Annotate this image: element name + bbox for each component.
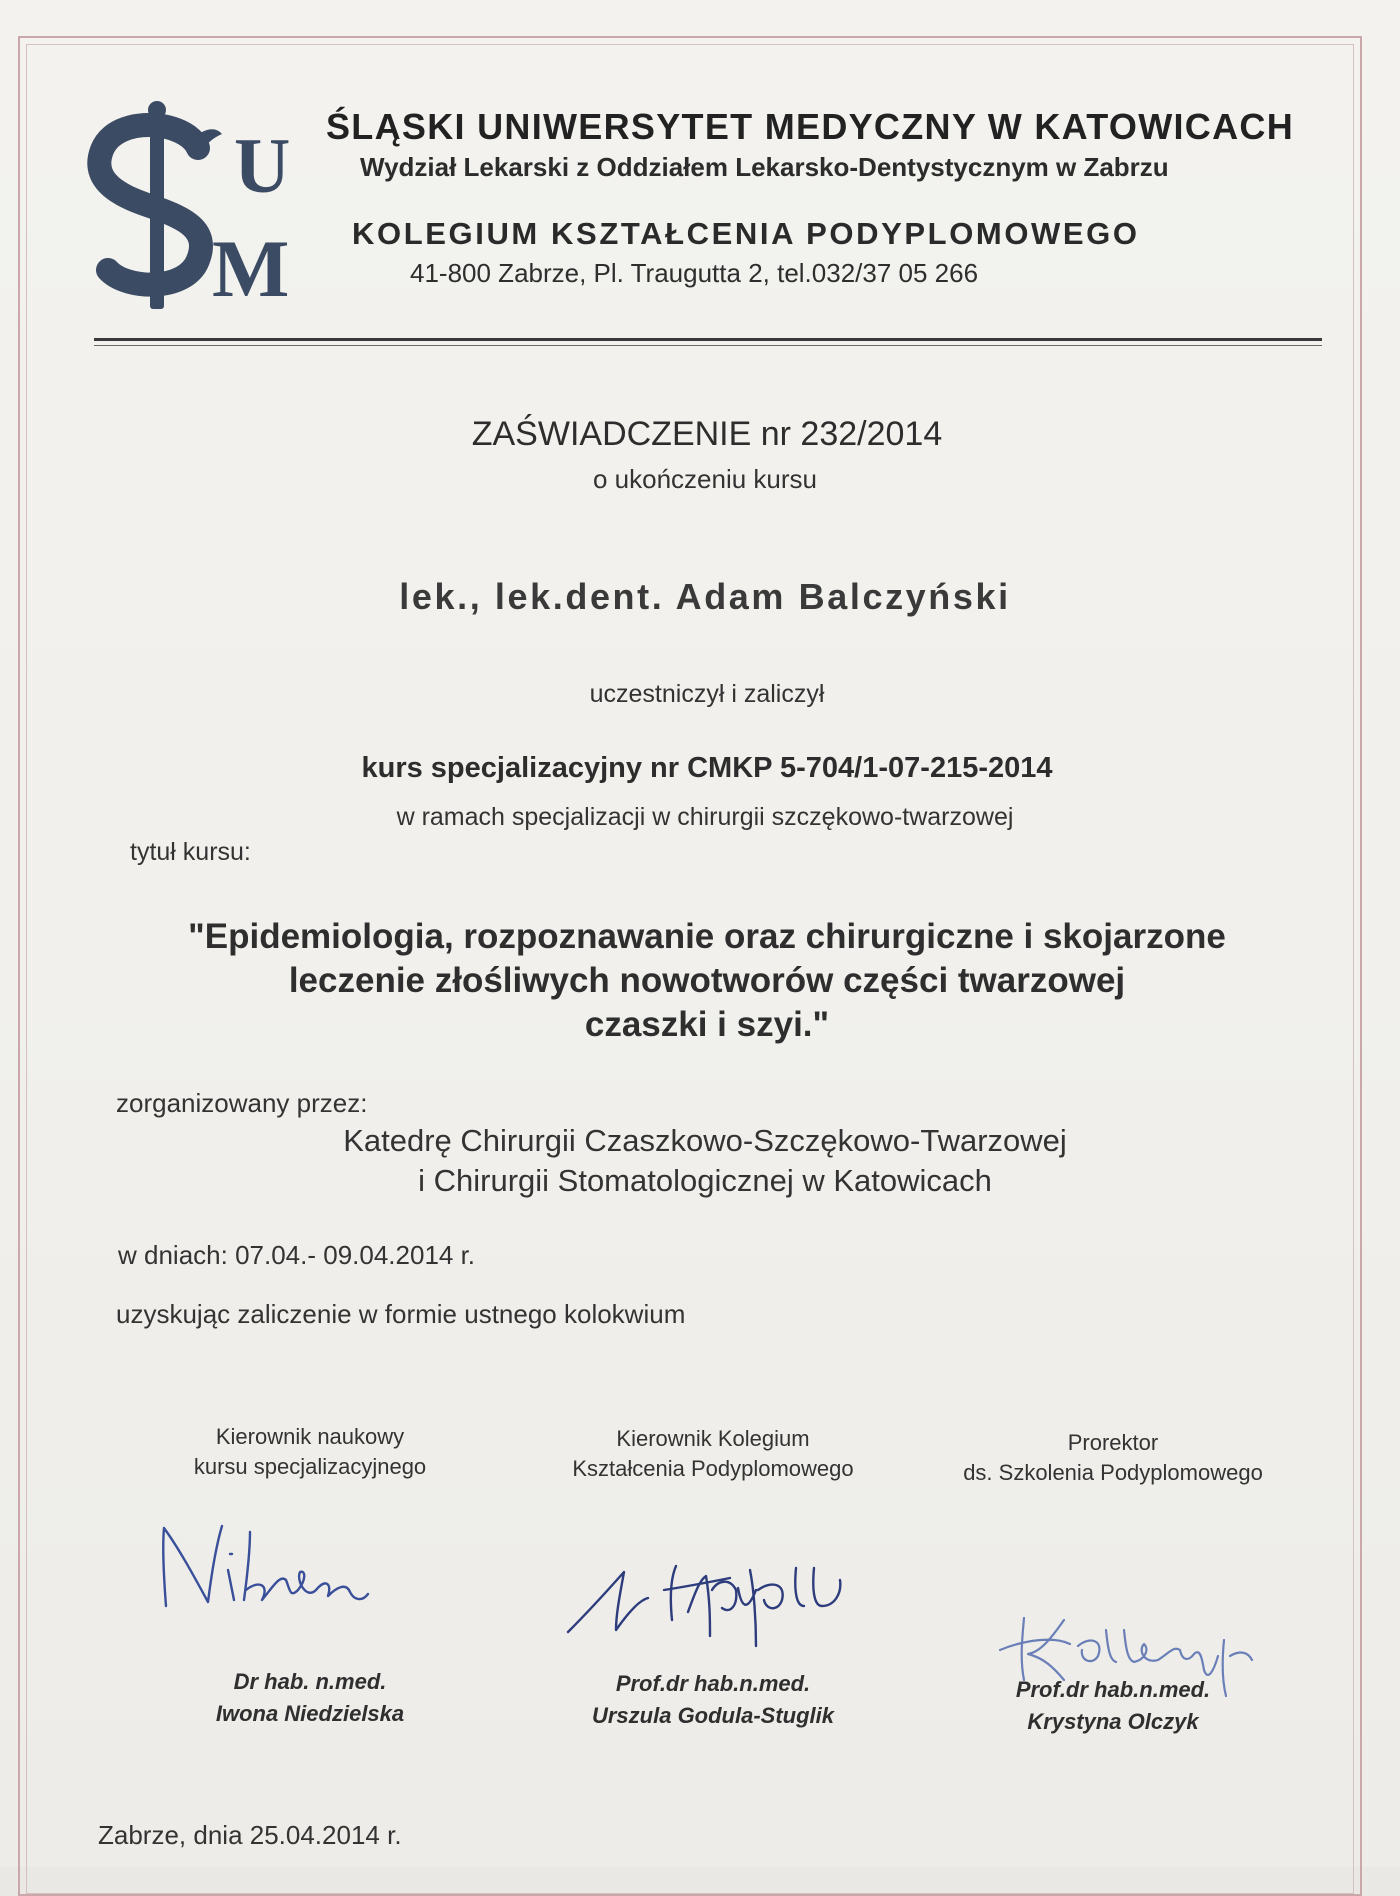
svg-text:U: U [234,122,291,209]
completed-text: uczestniczył i zaliczył [589,680,825,708]
place-and-date: Zabrze, dnia 25.04.2014 r. [98,1820,402,1850]
signatory-name-line: Iwona Niedzielska [215,1701,405,1726]
university-name: ŚLĄSKI UNIWERSYTET MEDYCZNY W KATOWICACH [326,106,1294,147]
course-title-line: "Epidemiologia, rozpoznawanie oraz chirurgiczne i skojarzone [188,917,1226,956]
college-name: KOLEGIUM KSZTAŁCENIA PODYPLOMOWEGO [352,216,1140,251]
college-address: 41-800 Zabrze, Pl. Traugutta 2, tel.032/37 05 266 [410,258,979,288]
faculty-name: Wydział Lekarski z Oddziałem Lekarsko-Dentystycznym w Zabrzu [360,152,1169,182]
signatory-name-line: Prof.dr hab.n.med. [615,1671,811,1696]
signatory-name-line: Dr hab. n.med. [233,1669,387,1694]
signatory-name-line: Prof.dr hab.n.med. [1015,1677,1211,1702]
signatory-role-line: ds. Szkolenia Podyplomowego [963,1460,1263,1485]
specialization-text: w ramach specjalizacji w chirurgii szczękowo-twarzowej [396,803,1014,831]
organized-by-label: zorganizowany przez: [116,1088,368,1118]
signature-2-icon [560,1550,860,1680]
signatory-role-line: Kierownik naukowy [215,1424,405,1449]
signatory-name-line: Urszula Godula-Stuglik [591,1703,835,1728]
signatory-role-line: Kształcenia Podyplomowego [572,1456,854,1481]
header-divider [94,338,1322,341]
course-number: kurs specjalizacyjny nr CMKP 5-704/1-07-215-2014 [361,752,1053,784]
organizer-line: Katedrę Chirurgii Czaszkowo-Szczękowo-Twarzowej [343,1123,1067,1158]
certificate-title: ZAŚWIADCZENIE nr 232/2014 [471,415,943,453]
signatory-role-line: Kierownik Kolegium [616,1426,810,1451]
signatory-2-role [540,1424,886,1484]
course-title-line: czaszki i szyi." [584,1005,830,1044]
signatory-role-line: kursu specjalizacyjnego [193,1454,427,1479]
header-divider-thin [94,345,1322,346]
organizer-line: i Chirurgii Stomatologicznej w Katowicach [418,1163,992,1198]
signatory-role-line: Prorektor [1067,1430,1159,1455]
course-title-line: leczenie złośliwych nowotworów części twarzowej [288,961,1126,1000]
course-title [0,915,1400,1047]
signatory-3-role [940,1428,1286,1488]
svg-text:M: M [212,223,290,314]
certificate-subtitle: o ukończeniu kursu [592,464,818,494]
signatory-2-name [540,1668,886,1732]
course-title-label: tytuł kursu: [130,838,251,866]
course-dates: w dniach: 07.04.- 09.04.2014 r. [118,1240,476,1270]
signature-1-icon [150,1510,400,1620]
signatory-3-name [940,1674,1286,1738]
university-logo-icon [86,100,306,315]
exam-form: uzyskując zaliczenie w formie ustnego kolokwium [116,1299,686,1329]
organizer-name [0,1121,1400,1201]
signatory-1-name [140,1666,480,1730]
signatory-1-role [140,1422,480,1482]
signatory-name-line: Krystyna Olczyk [1027,1709,1199,1734]
recipient-name: lek., lek.dent. Adam Balczyński [399,576,1011,617]
